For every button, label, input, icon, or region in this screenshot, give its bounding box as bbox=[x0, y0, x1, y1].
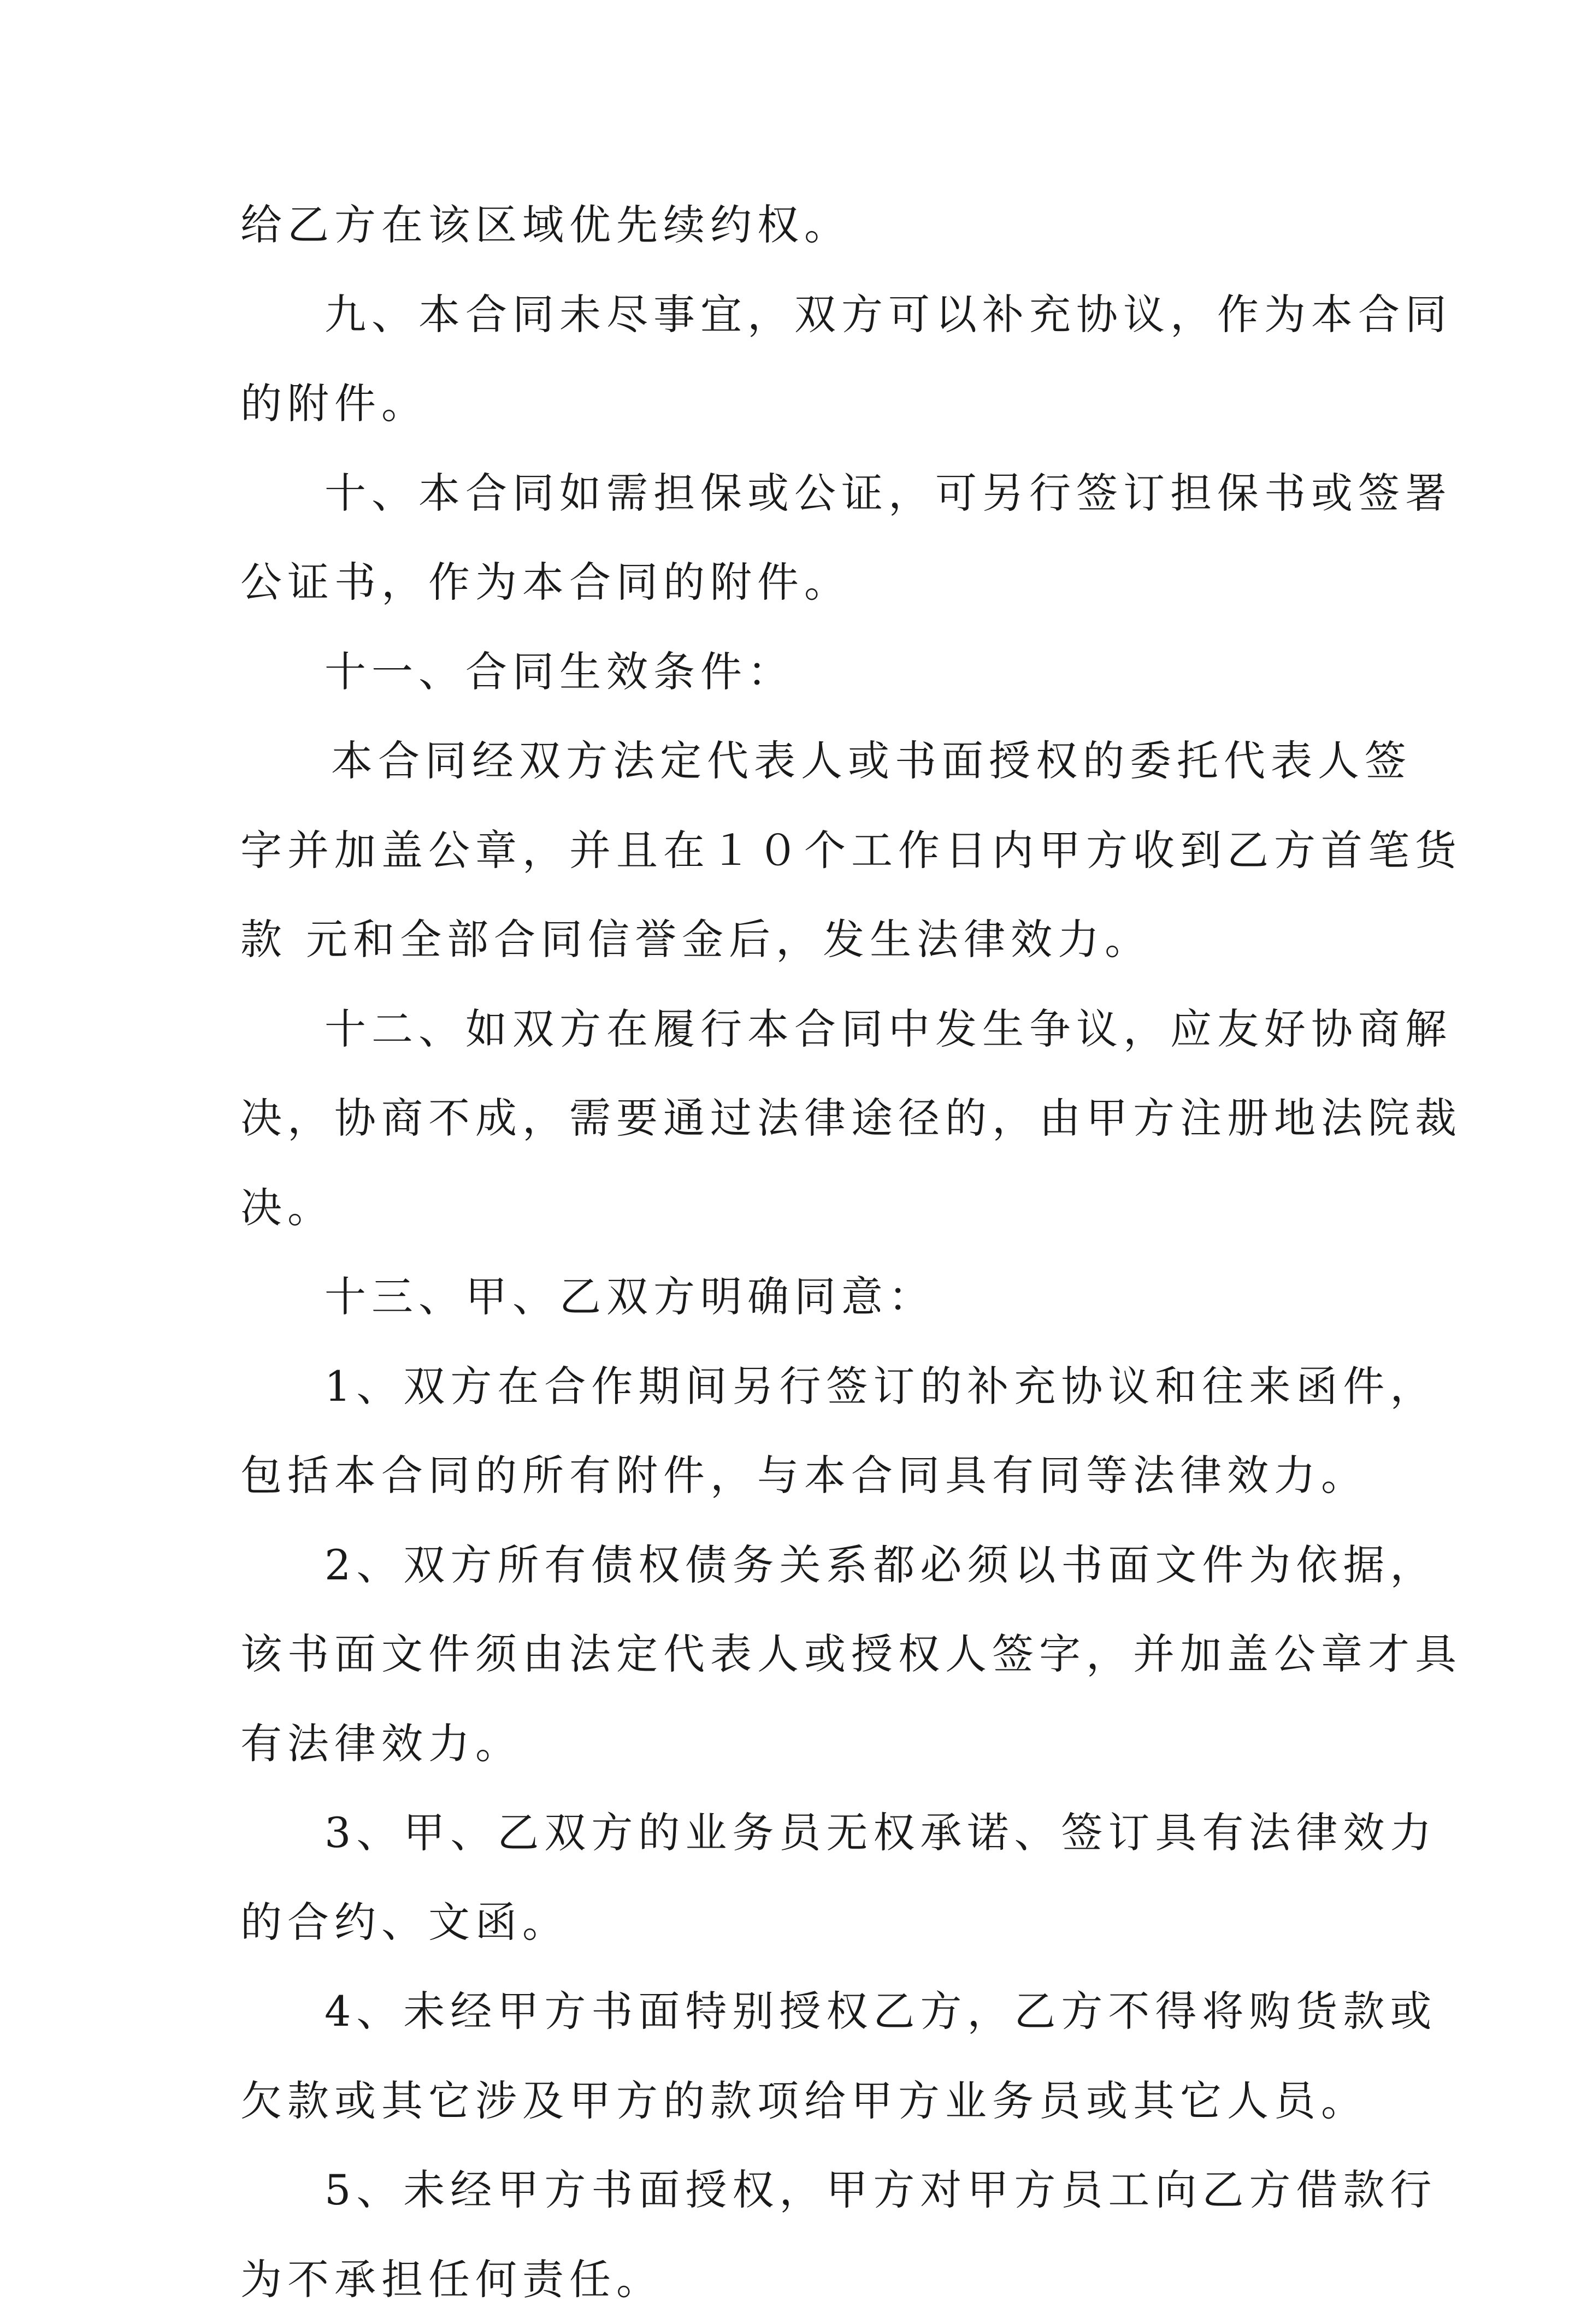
text-line: 给乙方在该区域优先续约权。 bbox=[240, 180, 1360, 270]
clause-12-line: 十二、如双方在履行本合同中发生争议，应友好协商解 bbox=[240, 984, 1360, 1074]
text-line: 为不承担任何责任。 bbox=[240, 2235, 1360, 2324]
text-line: 款 元和全部合同信誉金后，发生法律效力。 bbox=[240, 895, 1360, 984]
clause-11-body-line: 本合同经双方法定代表人或书面授权的委托代表人签 bbox=[240, 716, 1360, 806]
text-line: 决。 bbox=[240, 1163, 1360, 1253]
text-line: 字并加盖公章，并且在１０个工作日内甲方收到乙方首笔货 bbox=[240, 806, 1360, 895]
clause-9-line: 九、本合同未尽事宜，双方可以补充协议，作为本合同 bbox=[240, 270, 1360, 359]
clause-11-heading: 十一、合同生效条件： bbox=[240, 627, 1360, 717]
clause-13-item-1: 1、双方在合作期间另行签订的补充协议和往来函件， bbox=[240, 1342, 1360, 1431]
clause-13-item-3: 3、甲、乙双方的业务员无权承诺、签订具有法律效力 bbox=[240, 1788, 1360, 1878]
text-line: 公证书，作为本合同的附件。 bbox=[240, 538, 1360, 627]
text-line: 欠款或其它涉及甲方的款项给甲方业务员或其它人员。 bbox=[240, 2056, 1360, 2146]
text-line: 的附件。 bbox=[240, 359, 1360, 449]
clause-13-item-4: 4、未经甲方书面特别授权乙方，乙方不得将购货款或 bbox=[240, 1967, 1360, 2056]
contract-page bbox=[240, 180, 1360, 2324]
clause-13-item-5: 5、未经甲方书面授权，甲方对甲方员工向乙方借款行 bbox=[240, 2145, 1360, 2235]
text-line: 的合约、文函。 bbox=[240, 1878, 1360, 1967]
clause-10-line: 十、本合同如需担保或公证，可另行签订担保书或签署 bbox=[240, 449, 1360, 538]
text-line: 决，协商不成，需要通过法律途径的，由甲方注册地法院裁 bbox=[240, 1073, 1360, 1163]
text-line: 包括本合同的所有附件，与本合同具有同等法律效力。 bbox=[240, 1431, 1360, 1520]
clause-13-item-2: 2、双方所有债权债务关系都必须以书面文件为依据， bbox=[240, 1520, 1360, 1610]
text-line: 该书面文件须由法定代表人或授权人签字，并加盖公章才具 bbox=[240, 1609, 1360, 1699]
text-line: 有法律效力。 bbox=[240, 1699, 1360, 1789]
clause-13-heading: 十三、甲、乙双方明确同意： bbox=[240, 1252, 1360, 1342]
